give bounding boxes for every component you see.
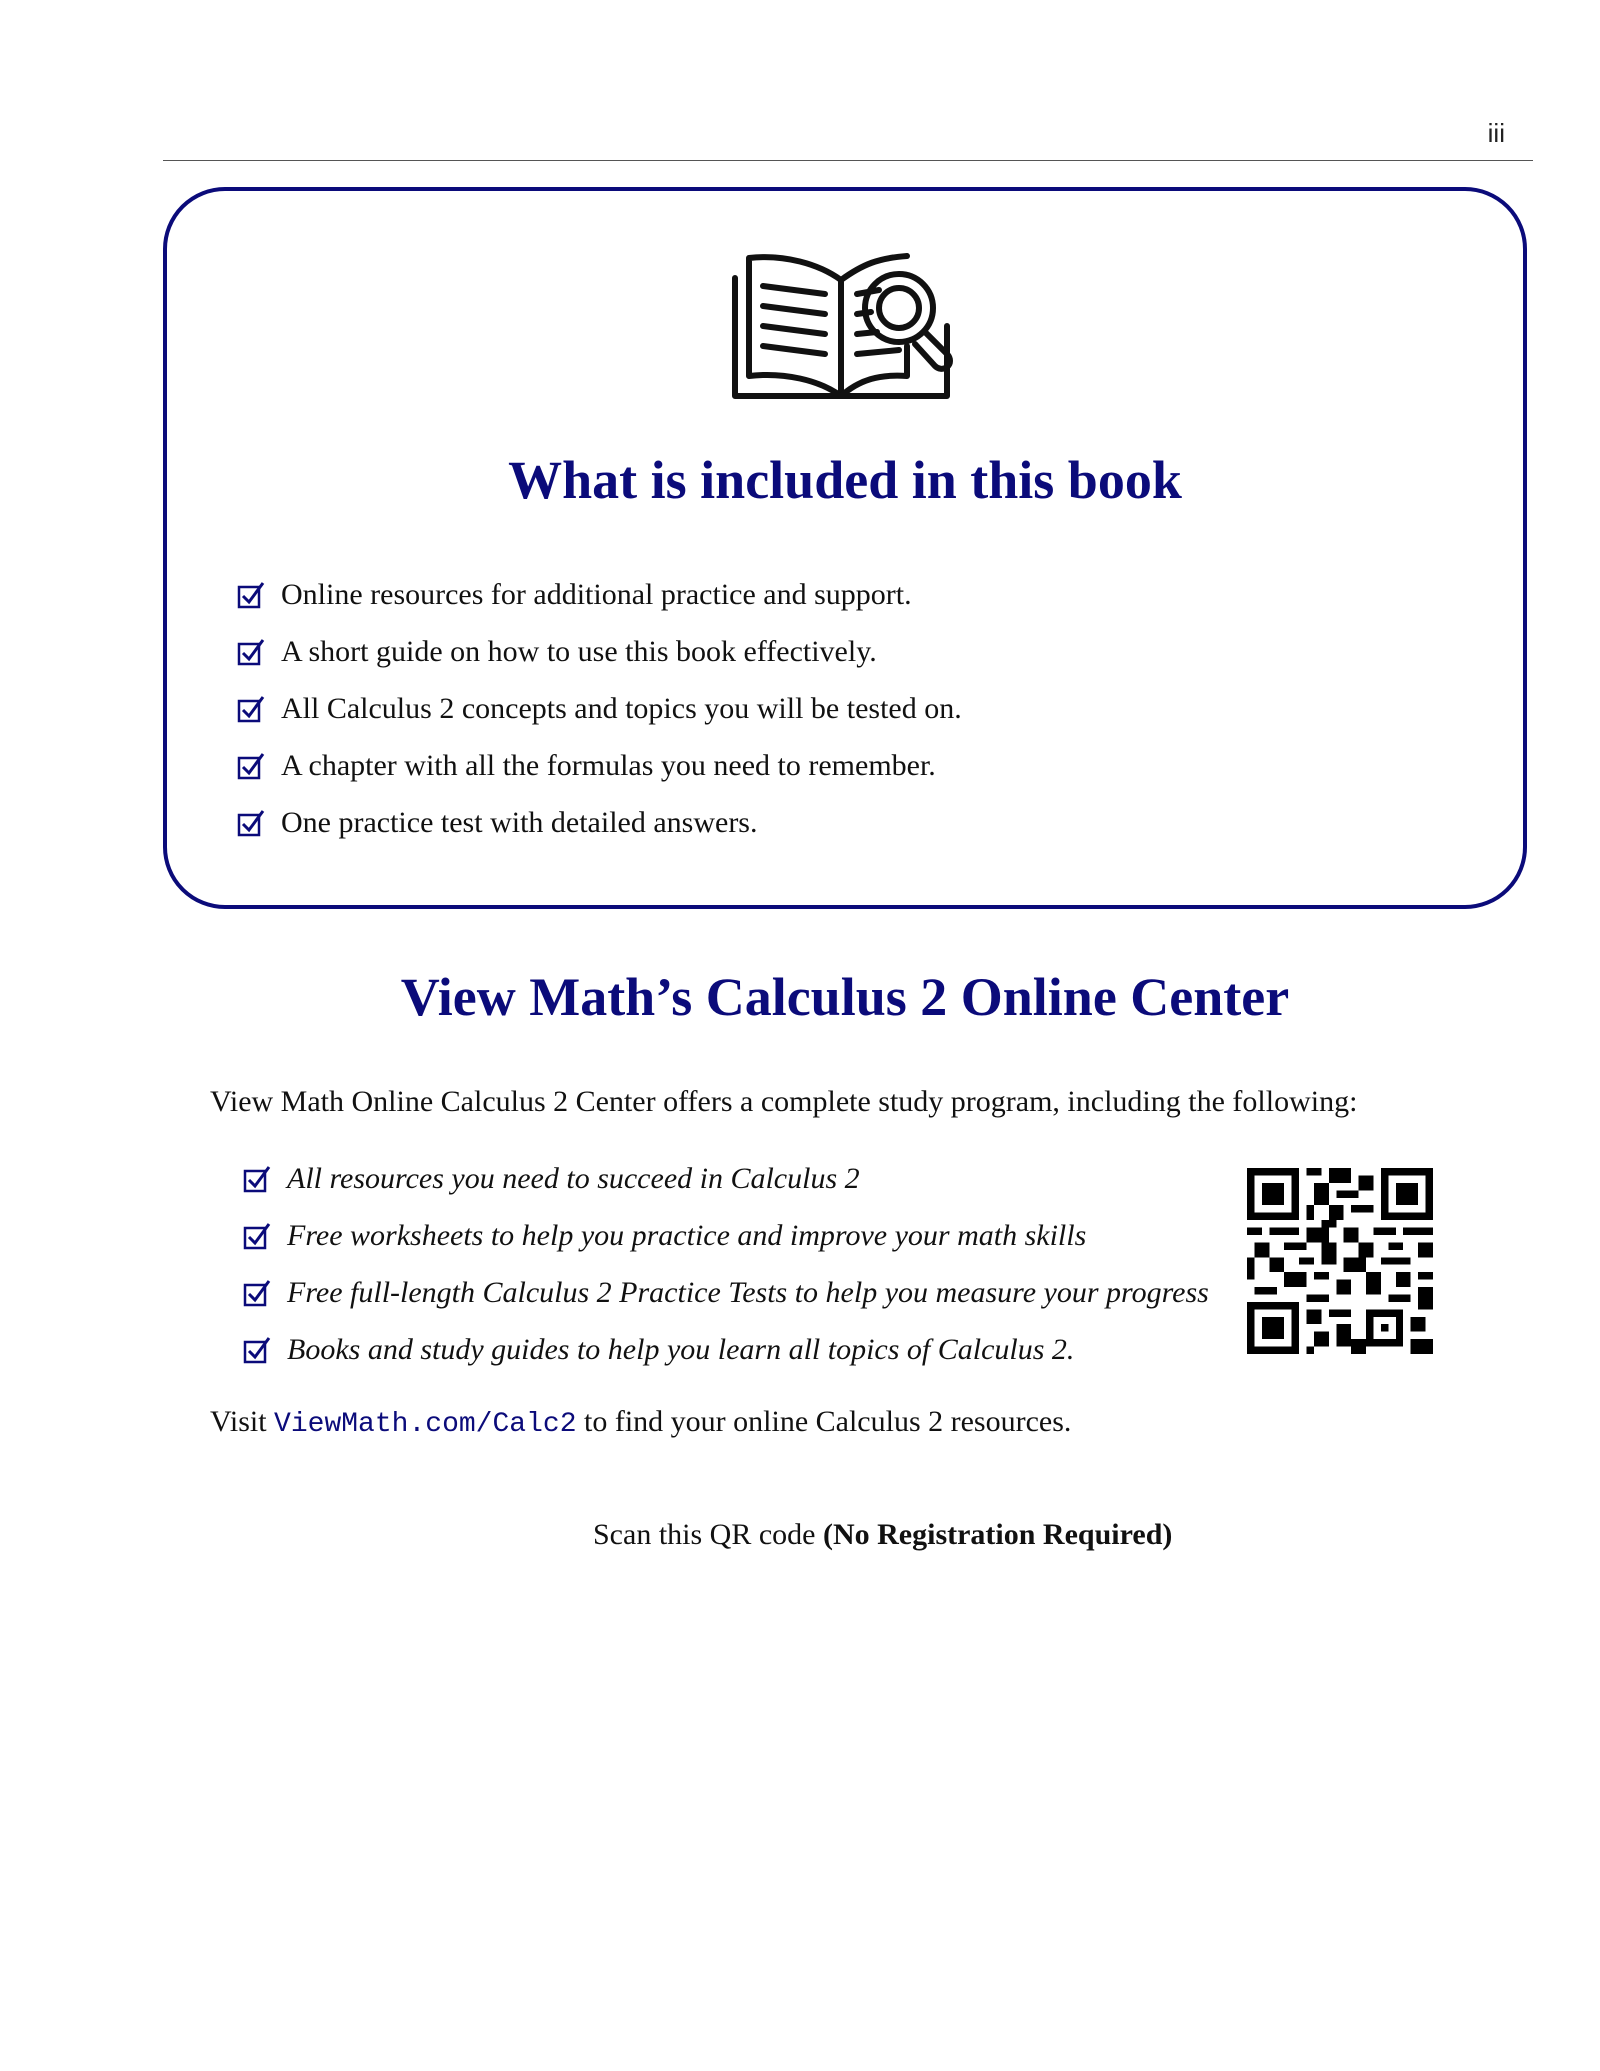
list-item-text: Free full-length Calculus 2 Practice Tests to help you measure your progress: [287, 1275, 1209, 1309]
list-item: [243, 1150, 1209, 1207]
header-rule: [163, 160, 1533, 161]
included-title: What is included in this book: [508, 450, 1182, 510]
list-item-text: All Calculus 2 concepts and topics you will be tested on.: [281, 691, 962, 725]
list-item-text: Free worksheets to help you practice and improve your math skills: [287, 1218, 1087, 1252]
included-box: [163, 187, 1527, 909]
checkbox-checked-icon: [237, 638, 265, 666]
scan-line: [593, 1520, 1172, 1550]
checkbox-checked-icon: [237, 695, 265, 723]
checkbox-checked-icon: [237, 581, 265, 609]
list-item: [243, 1321, 1209, 1378]
scan-note: (No Registration Required): [822, 1518, 1173, 1551]
checkbox-checked-icon: [243, 1336, 271, 1364]
list-item: [237, 680, 962, 737]
list-item: [237, 737, 962, 794]
list-item: [243, 1207, 1209, 1264]
list-item-text: Online resources for additional practice and support.: [281, 577, 912, 611]
scan-text: Scan this QR code: [593, 1518, 823, 1551]
online-center-list: [243, 1150, 1209, 1378]
list-item: [243, 1264, 1209, 1321]
list-item-text: A chapter with all the formulas you need to remember.: [281, 748, 936, 782]
list-item-text: All resources you need to succeed in Calculus 2: [287, 1161, 860, 1195]
checkbox-checked-icon: [243, 1279, 271, 1307]
visit-line: [210, 1407, 1071, 1439]
checkbox-checked-icon: [237, 752, 265, 780]
list-item: [237, 566, 962, 623]
list-item-text: One practice test with detailed answers.: [281, 805, 758, 839]
list-item: [237, 794, 962, 851]
open-book-magnifier-icon: [729, 246, 959, 406]
list-item-text: A short guide on how to use this book effectively.: [281, 634, 877, 668]
included-list: [237, 566, 962, 851]
list-item-text: Books and study guides to help you learn all topics of Calculus 2.: [287, 1332, 1075, 1366]
checkbox-checked-icon: [237, 809, 265, 837]
page-number: iii: [1487, 118, 1505, 148]
list-item: [237, 623, 962, 680]
visit-prefix: Visit: [210, 1405, 275, 1438]
online-center-title: View Math’s Calculus 2 Online Center: [400, 967, 1290, 1027]
checkbox-checked-icon: [243, 1222, 271, 1250]
qr-code-icon[interactable]: [1247, 1168, 1433, 1354]
online-center-link[interactable]: ViewMath.com/Calc2: [274, 1409, 577, 1440]
visit-suffix: to find your online Calculus 2 resources.: [576, 1405, 1072, 1438]
checkbox-checked-icon: [243, 1165, 271, 1193]
online-center-intro: View Math Online Calculus 2 Center offers a complete study program, including the following:: [210, 1085, 1358, 1118]
